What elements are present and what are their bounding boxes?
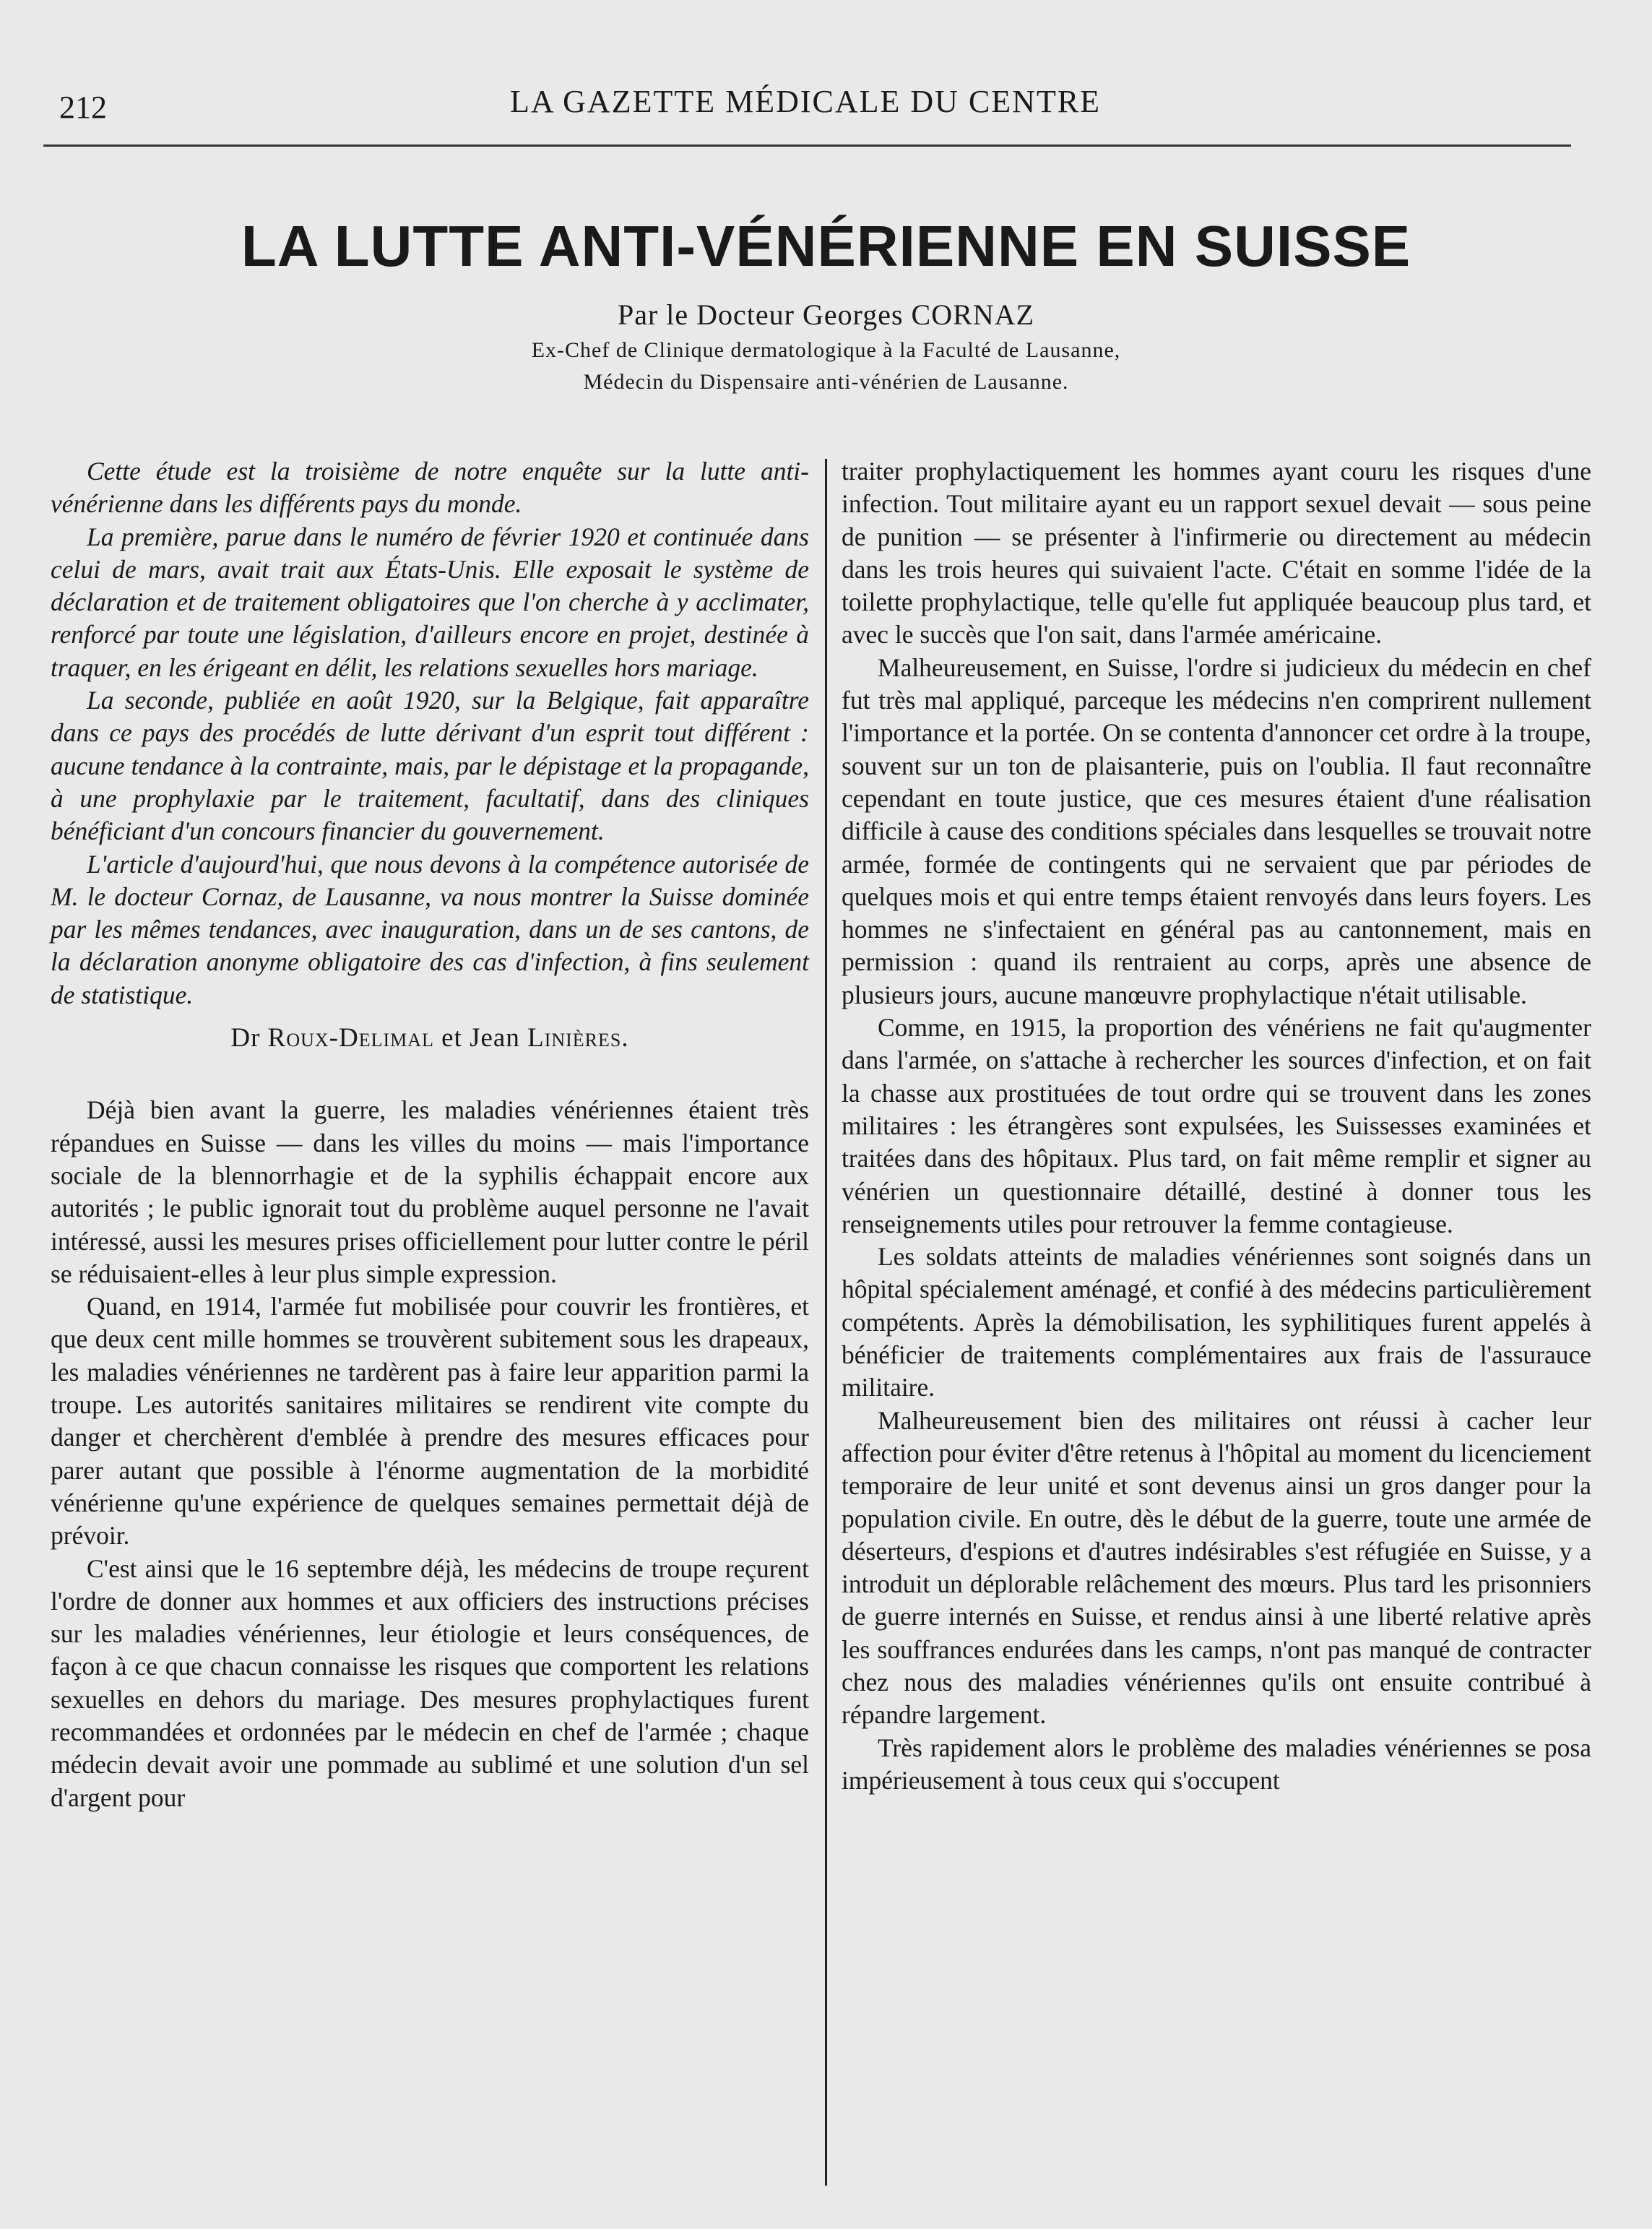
body-paragraph: Malheureusement bien des militaires ont réussi à cacher leur affection pour éviter d'être retenus à l'hôpital au moment du licenciement temporaire de leur unité et sont devenus ainsi un gros danger pour la population civile. En outre, dès le début de la guerre, toute une armée de déserteurs, d'espions et d'autres indésirables s'est réfugiée en Suisse, y a introduit un déplorable relâchement des mœurs. Plus tard les prisonniers de guerre internés en Suisse, et rendus ainsi à une liberté relative après les souffrances endurées dans les camps, n'ont pas manqué de contracter chez nous des maladies vénériennes qu'ils ont ensuite contribué à répandre largement.: [842, 1405, 1591, 1730]
article-body-left: [51, 1094, 809, 1814]
body-paragraph: Malheureusement, en Suisse, l'ordre si judicieux du médecin en chef fut très mal appliqué, parceque les médecins n'en comprirent nullement l'importance et la portée. On se contenta d'annoncer cet ordre à la troupe, souvent sur un ton de plaisanterie, puis on l'oublia. Il faut reconnaître cependant en toute justice, que ces mesures étaient d'une réalisation difficile à cause des conditions spéciales dans lesquelles se trouvait notre armée, formée de contingents qui ne servaient que par périodes de quelques mois et qui entre temps étaient renvoyés dans leurs foyers. Les hommes ne s'infectaient en général pas au cantonnement, mais en permission : quand ils rentraient au corps, après une absence de plusieurs jours, aucune manœuvre prophylactique n'était utilisable.: [842, 652, 1591, 1009]
editorial-introduction: [51, 455, 809, 1054]
body-paragraph: Très rapidement alors le problème des maladies vénériennes se posa impérieusement à tous ceux qui s'occupent: [842, 1733, 1591, 1795]
intro-paragraph: Cette étude est la troisième de notre enquête sur la lutte anti-vénérienne dans les différents pays du monde.: [51, 457, 809, 519]
author-byline: Par le Docteur Georges CORNAZ: [617, 298, 1035, 331]
running-head: [43, 83, 1567, 126]
body-paragraph: traiter prophylactiquement les hommes ayant couru les risques d'une infection. Tout militaire ayant eu un rapport sexuel devait — sous peine de punition — se présenter à l'infirmerie ou directement au médecin dans les trois heures qui suivaient l'acte. C'était en somme l'idée de la toilette prophylactique, telle qu'elle fut appliquée beaucoup plus tard, et avec le succès que l'on sait, dans l'armée américaine.: [842, 457, 1591, 650]
column-divider: [825, 459, 827, 2186]
intro-paragraph: La première, parue dans le numéro de février 1920 et continuée dans celui de mars, avait trait aux États-Unis. Elle exposait le système de déclaration et de traitement obligatoires que l'on cherche à y acclimater, renforcé par toute une législation, d'ailleurs encore en projet, destinée à traquer, en les érigeant en délit, les relations sexuelles hors mariage.: [51, 522, 809, 682]
journal-name: LA GAZETTE MÉDICALE DU CENTRE: [509, 84, 1102, 119]
editors-signature: [51, 1022, 809, 1054]
body-paragraph: Comme, en 1915, la proportion des vénériens ne fait qu'augmenter dans l'armée, on s'attache à rechercher les sources d'infection, et on fait la chasse aux prostituées de tout ordre qui se trouvent dans les zones militaires : les étrangères sont expulsées, les Suissesses examinées et traitées dans des hôpitaux. Plus tard, on fait même remplir et signer au vénérien un questionnaire détaillé, destiné à donner tous les renseignements utiles pour retrouver la femme contagieuse.: [842, 1013, 1591, 1238]
body-paragraph: Déjà bien avant la guerre, les maladies vénériennes étaient très répandues en Suisse — dans les villes du moins — mais l'importance sociale de la blennorrhagie et de la syphilis échappait encore aux autorités ; le public ignorait tout du problème auquel personne ne l'avait intéressé, aussi les mesures prises officiellement pour lutter contre le péril se réduisaient-elles à leur plus simple expression.: [51, 1095, 809, 1288]
right-column: [842, 455, 1591, 1797]
body-paragraph: C'est ainsi que le 16 septembre déjà, les médecins de troupe reçurent l'ordre de donner aux hommes et aux officiers des instructions précises sur les maladies vénériennes, leur étiologie et leurs conséquences, de façon à ce que chacun connaisse les risques que comportent les relations sexuelles en dehors du mariage. Des mesures prophylactiques furent recommandées et ordonnées par le médecin en chef de l'armée ; chaque médecin devait avoir une pommade au sublimé et une solution d'un sel d'argent pour: [51, 1553, 809, 1812]
left-column: [51, 455, 809, 1814]
signature-name-2: Linières.: [527, 1023, 629, 1053]
author-affiliation-2: Médecin du Dispensaire anti-vénérien de Lausanne.: [583, 370, 1069, 394]
header-rule: [43, 145, 1571, 147]
body-paragraph: Quand, en 1914, l'armée fut mobilisée pour couvrir les frontières, et que deux cent mille hommes se trouvèrent subitement sous les drapeaux, les maladies vénériennes ne tardèrent pas à faire leur apparition parmi la troupe. Les autorités sanitaires militaires se rendirent vite compte du danger et cherchèrent d'emblée à prendre des mesures efficaces pour parer autant que possible à l'énorme augmentation de la morbidité vénérienne qu'une expérience de quelques semaines permettait déjà de prévoir.: [51, 1292, 809, 1551]
signature-conjunction: et Jean: [441, 1023, 520, 1053]
intro-paragraph: L'article d'aujourd'hui, que nous devons à la compétence autorisée de M. le docteur Cornaz, de Lausanne, va nous montrer la Suisse dominée par les mêmes tendances, avec inauguration, dans un de ses cantons, de la déclaration anonyme obligatoire des cas d'infection, à fins seulement de statistique.: [51, 849, 809, 1009]
page-number: 212: [59, 90, 107, 125]
body-paragraph: Les soldats atteints de maladies vénériennes sont soignés dans un hôpital spécialement aménagé, et confié à des médecins particulièrement compétents. Après la démobilisation, les syphilitiques furent appelés à bénéficier de traitements complémentaires aux frais de l'assurauce militaire.: [842, 1242, 1591, 1402]
author-affiliation-1: Ex-Chef de Clinique dermatologique à la Faculté de Lausanne,: [531, 338, 1121, 362]
signature-name-1: Roux-Delimal: [267, 1023, 434, 1053]
signature-title: Dr: [230, 1023, 261, 1053]
article-title: LA LUTTE ANTI-VÉNÉRIENNE EN SUISSE: [241, 214, 1411, 278]
intro-paragraph: La seconde, publiée en août 1920, sur la Belgique, fait apparaître dans ce pays des procédés de lutte dérivant d'un esprit tout différent : aucune tendance à la contrainte, mais, par le dépistage et la propagande, à une prophylaxie par le traitement, facultatif, dans des cliniques bénéficiant d'un concours financier du gouvernement.: [51, 686, 809, 846]
